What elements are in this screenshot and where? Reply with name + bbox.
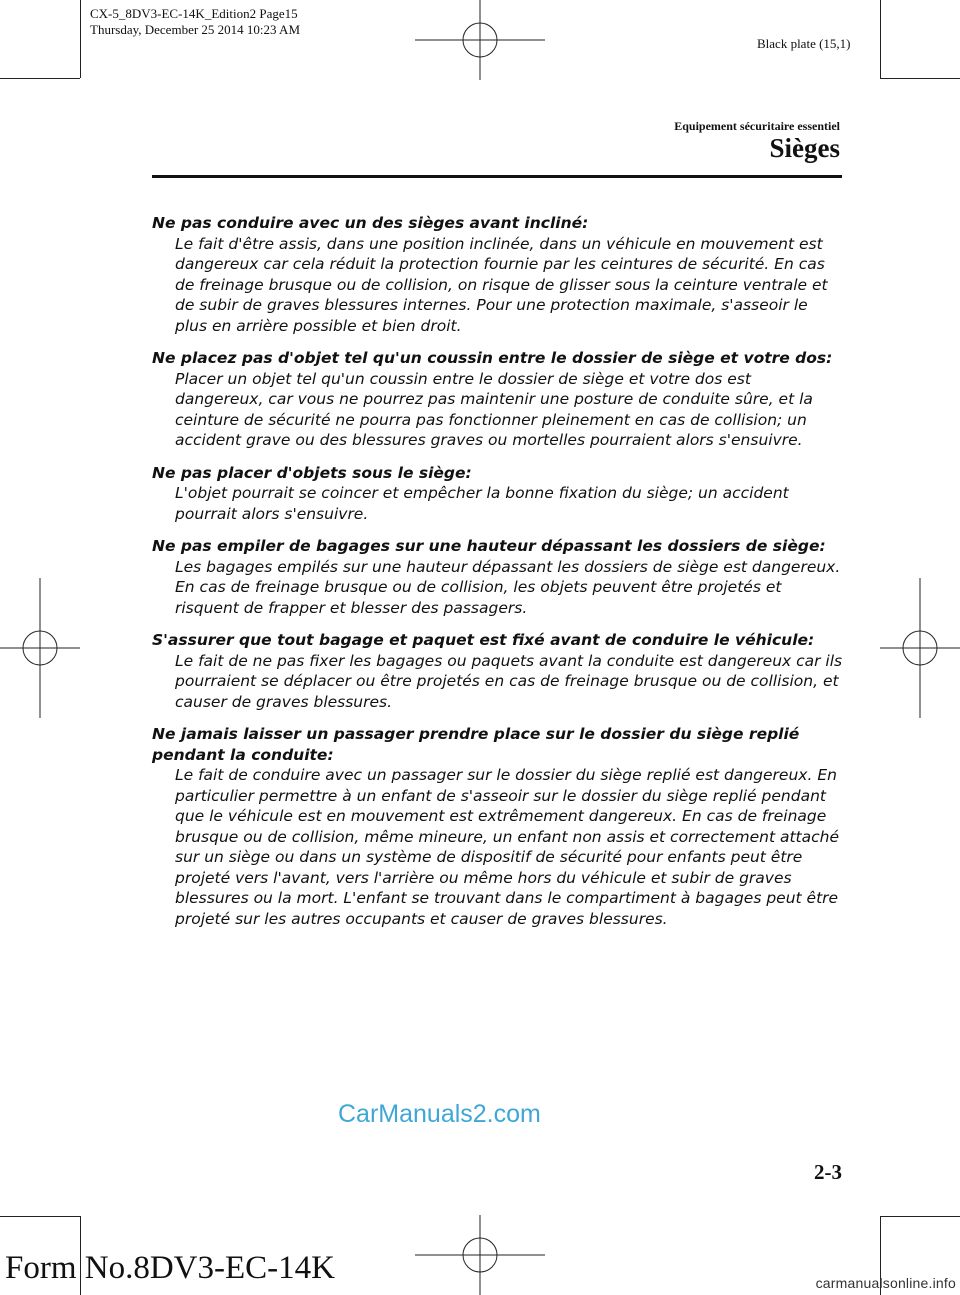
registration-target-icon [410,1215,550,1295]
warning-body: Les bagages empilés sur une hauteur dépassant les dossiers de siège est dangereux. En cas de freinage brusque ou de collision, les objets peuvent être projetés et risquent de frapper et blesser des passagers. [175,557,841,617]
registration-target-icon [880,578,960,718]
warning-title: Ne placez pas d'objet tel qu'un coussin entre le dossier de siège et votre dos: [152,349,833,367]
warning-item [152,463,844,525]
warning-title: Ne pas empiler de bagages sur une hauteur dépassant les dossiers de siège: [152,537,826,555]
warning-body: Le fait de ne pas fixer les bagages ou paquets avant la conduite est dangereux car ils pourraient se déplacer ou être projetés en cas de freinage brusque ou de collision, et causer de graves blessures. [175,651,843,711]
registration-target-icon [410,0,550,80]
warning-item [152,536,844,618]
print-meta-date: Thursday, December 25 2014 10:23 AM [90,22,301,37]
warning-item [152,630,844,712]
warning-body: Le fait de conduire avec un passager sur le dossier du siège replié est dangereux. En particulier permettre à un enfant de s'asseoir sur le dossier du siège replié pendant que le véhicule est en mouvement est extrêmement dangereux. En cas de freinage brusque ou de collision, même mineure, un enfant non assis et correctement attaché sur un siège ou dans un système de dispositif de sécurité pour enfants peut être projeté vers l'avant, vers l'arrière ou même hors du véhicule et subir de graves blessures ou la mort. L'enfant se trouvant dans le compartiment à bagages peut être projeté sur les autres occupants et causer de graves blessures. [175,766,839,928]
registration-target-icon [0,578,80,718]
warning-body: Placer un objet tel qu'un coussin entre le dossier de siège et votre dos est dangereux, car vous ne pourrez pas maintenir une posture de conduite sûre, et la ceinture de sécurité ne pourra pas fonctionner pleinement en cas de collision; un accident grave ou des blessures graves ou mortelles pourraient alors s'ensuivre. [175,369,813,449]
crop-mark [880,1216,960,1217]
warning-title: S'assurer que tout bagage et paquet est fixé avant de conduire le véhicule: [152,631,815,649]
crop-mark [880,78,960,79]
page-number: 2-3 [814,1160,842,1184]
warning-item [152,348,844,451]
crop-mark [880,0,881,78]
crop-mark [0,78,80,79]
print-meta-file: CX-5_8DV3-EC-14K_Edition2 Page15 [90,6,298,21]
section-label: Equipement sécuritaire essentiel [674,119,840,133]
warning-body: Le fait d'être assis, dans une position inclinée, dans un véhicule en mouvement est dangereux car cela réduit la protection fournie par les ceintures de sécurité. En cas de freinage brusque ou de collision, on risque de glisser sous la ceinture ventrale et de subir de graves blessures internes. Pour une protection maximale, s'asseoir le plus en arrière possible et bien droit. [175,234,828,335]
crop-mark [80,0,81,78]
header-rule [152,175,842,178]
warning-title: Ne pas conduire avec un des sièges avant incliné: [152,214,589,232]
footer-watermark: carmanualsonline.info [815,1275,956,1291]
warning-list [152,213,844,941]
warning-item [152,213,844,336]
warning-title: Ne pas placer d'objets sous le siège: [152,463,472,482]
form-number: Form No.8DV3-EC-14K [5,1250,335,1286]
print-meta [90,6,300,38]
warning-body: L'objet pourrait se coincer et empêcher la bonne fixation du siège; un accident pourrait alors s'ensuivre. [175,484,789,523]
crop-mark [0,1216,80,1217]
warning-item [152,724,844,929]
plate-label: Black plate (15,1) [757,36,851,51]
watermark-logo: CarManuals2.com [338,1100,541,1128]
page-title: Sièges [769,133,840,163]
warning-title: Ne jamais laisser un passager prendre place sur le dossier du siège replié pendant la conduite: [152,725,800,764]
